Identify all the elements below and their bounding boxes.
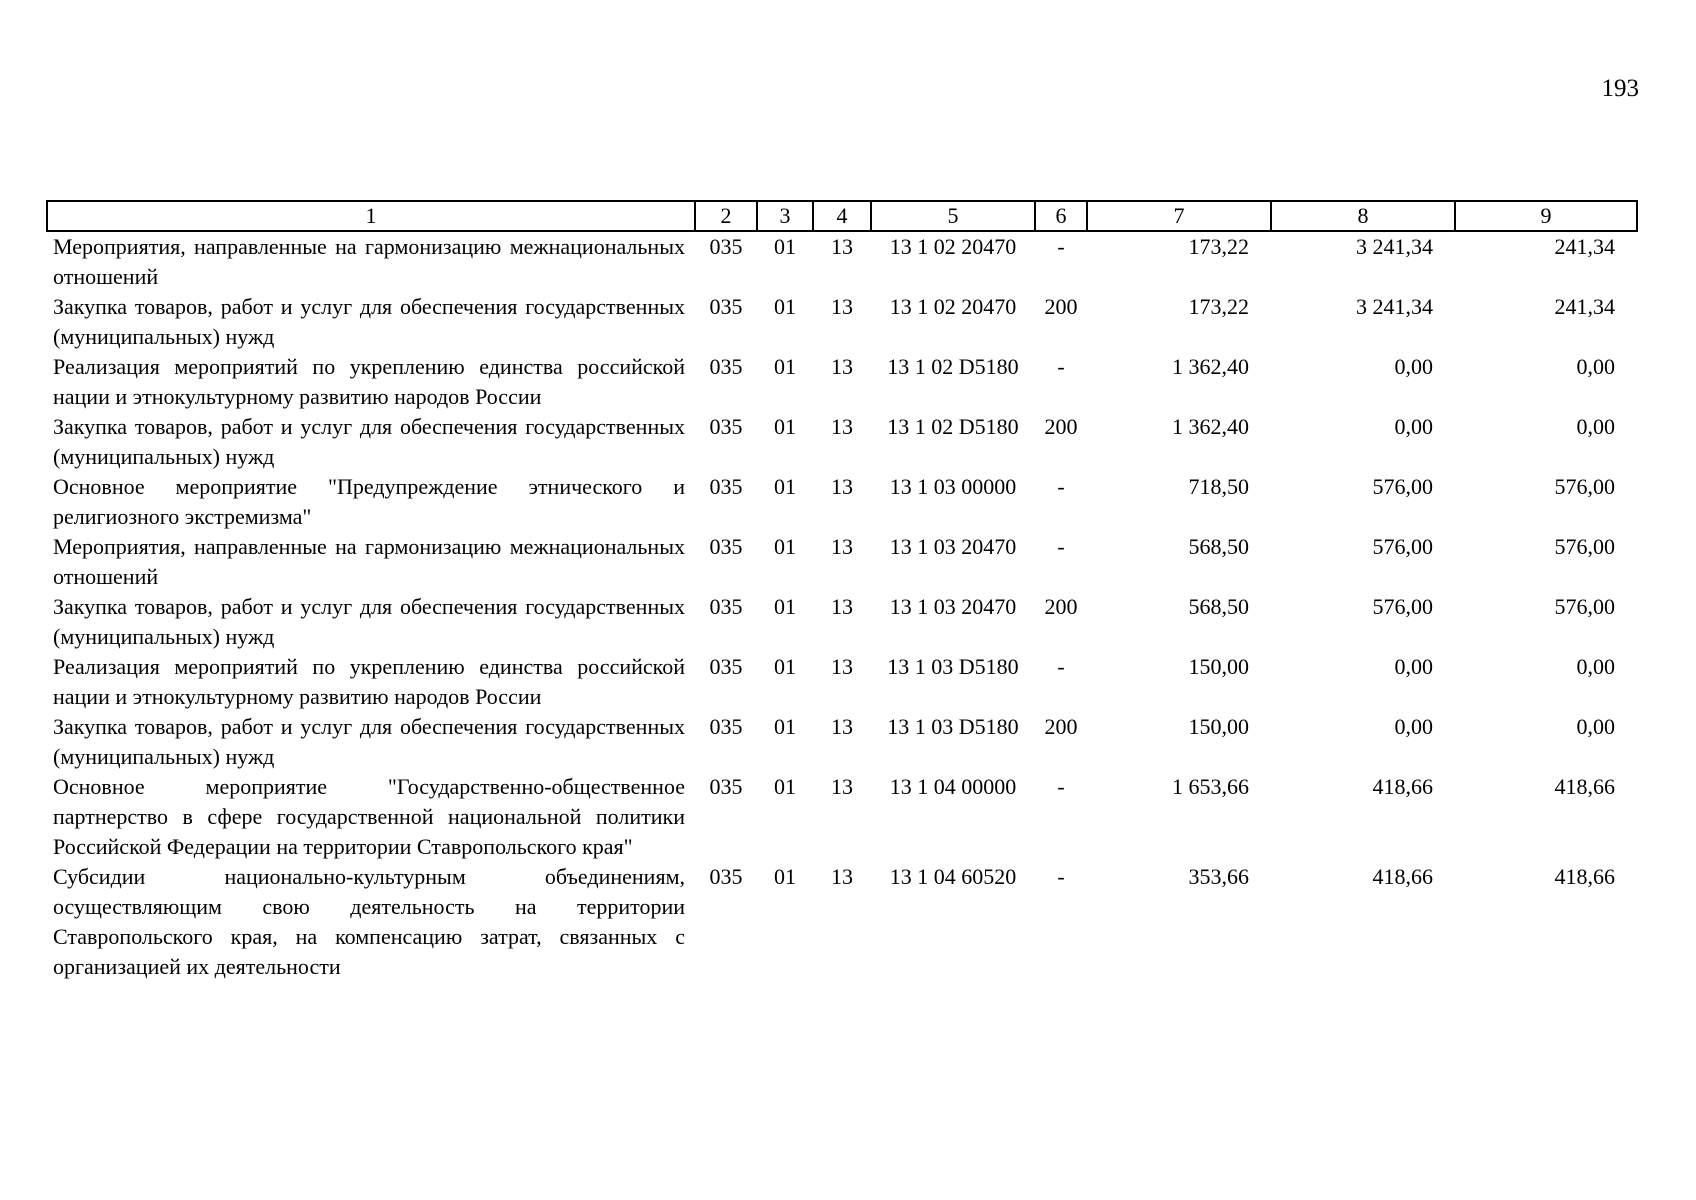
row-description: Мероприятия, направленные на гармонизацию межнациональных отношений: [53, 234, 685, 289]
row-col-3: 01: [774, 654, 796, 679]
table-row: [47, 412, 1637, 472]
row-col-7: 1 653,66: [1172, 774, 1249, 799]
row-col-4: 13: [831, 414, 853, 439]
row-col-9: 576,00: [1554, 474, 1615, 499]
row-col-2: 035: [709, 354, 743, 379]
row-col-6: -: [1057, 534, 1065, 559]
row-col-8: 418,66: [1372, 864, 1433, 889]
row-col-5: 13 1 02 D5180: [887, 414, 1019, 439]
row-col-7: 353,66: [1188, 864, 1249, 889]
row-col-2: 035: [709, 534, 743, 559]
row-col-7: 173,22: [1188, 294, 1249, 319]
header-col-7: 7: [1087, 201, 1271, 231]
table-row: [47, 231, 1637, 292]
row-description: Закупка товаров, работ и услуг для обеспечения государственных (муниципальных) нужд: [53, 714, 685, 769]
row-col-4: 13: [831, 354, 853, 379]
row-col-2: 035: [709, 234, 743, 259]
row-description: Субсидии национально-культурным объединениям, осуществляющим свою деятельность на территории Ставропольского края, на компенсацию затрат, связанных с организацией их деятельности: [53, 864, 685, 979]
row-col-2: 035: [709, 714, 743, 739]
row-col-2: 035: [709, 864, 743, 889]
row-col-3: 01: [774, 414, 796, 439]
row-col-4: 13: [831, 534, 853, 559]
row-description: Закупка товаров, работ и услуг для обеспечения государственных (муниципальных) нужд: [53, 294, 685, 349]
row-col-5: 13 1 04 00000: [889, 774, 1017, 799]
row-col-6: 200: [1044, 414, 1078, 439]
row-col-4: 13: [831, 474, 853, 499]
table-row: [47, 652, 1637, 712]
row-col-6: -: [1057, 474, 1065, 499]
row-col-5: 13 1 03 20470: [889, 594, 1017, 619]
row-col-9: 576,00: [1554, 534, 1615, 559]
row-col-6: -: [1057, 864, 1065, 889]
row-col-2: 035: [709, 414, 743, 439]
row-col-5: 13 1 03 D5180: [887, 654, 1019, 679]
row-col-6: -: [1057, 654, 1065, 679]
table-row: [47, 712, 1637, 772]
row-col-7: 1 362,40: [1172, 414, 1249, 439]
row-col-4: 13: [831, 294, 853, 319]
row-col-9: 241,34: [1554, 234, 1615, 259]
row-col-9: 241,34: [1554, 294, 1615, 319]
row-col-5: 13 1 02 20470: [889, 294, 1017, 319]
row-col-7: 718,50: [1188, 474, 1249, 499]
row-col-4: 13: [831, 714, 853, 739]
row-col-8: 418,66: [1372, 774, 1433, 799]
row-col-9: 0,00: [1576, 354, 1615, 379]
row-description: Закупка товаров, работ и услуг для обеспечения государственных (муниципальных) нужд: [53, 414, 685, 469]
row-col-7: 150,00: [1188, 714, 1249, 739]
row-col-3: 01: [774, 594, 796, 619]
table-row: [47, 292, 1637, 352]
page-number: 193: [1601, 75, 1639, 102]
row-col-4: 13: [831, 864, 853, 889]
header-row: [47, 201, 1637, 231]
row-col-4: 13: [831, 234, 853, 259]
header-col-1: 1: [47, 201, 695, 231]
header-col-3: 3: [757, 201, 813, 231]
row-description: Основное мероприятие "Предупреждение этнического и религиозного экстремизма": [53, 474, 685, 529]
row-col-8: 3 241,34: [1356, 294, 1433, 319]
table-row: [47, 352, 1637, 412]
row-col-9: 418,66: [1554, 864, 1615, 889]
table-row: [47, 592, 1637, 652]
row-col-6: -: [1057, 774, 1065, 799]
row-col-6: 200: [1044, 714, 1078, 739]
row-col-2: 035: [709, 774, 743, 799]
row-col-3: 01: [774, 354, 796, 379]
row-col-4: 13: [831, 774, 853, 799]
row-col-9: 0,00: [1576, 714, 1615, 739]
row-col-2: 035: [709, 294, 743, 319]
row-col-3: 01: [774, 534, 796, 559]
row-col-9: 418,66: [1554, 774, 1615, 799]
row-col-4: 13: [831, 594, 853, 619]
row-col-8: 3 241,34: [1356, 234, 1433, 259]
row-col-8: 576,00: [1372, 534, 1433, 559]
table-row: [47, 772, 1637, 862]
row-col-6: 200: [1044, 594, 1078, 619]
row-col-7: 568,50: [1188, 534, 1249, 559]
row-col-7: 568,50: [1188, 594, 1249, 619]
row-col-3: 01: [774, 714, 796, 739]
row-description: Реализация мероприятий по укреплению единства российской нации и этнокультурному развитию народов России: [53, 354, 685, 409]
header-col-4: 4: [813, 201, 871, 231]
row-col-8: 0,00: [1394, 354, 1433, 379]
header-col-5: 5: [871, 201, 1035, 231]
row-col-2: 035: [709, 654, 743, 679]
row-col-3: 01: [774, 234, 796, 259]
row-description: Основное мероприятие "Государственно-общественное партнерство в сфере государственной национальной политики Российской Федерации на территории Ставропольского края": [53, 774, 685, 859]
budget-table: [46, 200, 1638, 982]
row-col-9: 0,00: [1576, 654, 1615, 679]
row-col-7: 173,22: [1188, 234, 1249, 259]
table-row: [47, 472, 1637, 532]
row-col-3: 01: [774, 474, 796, 499]
row-col-6: 200: [1044, 294, 1078, 319]
row-col-6: -: [1057, 354, 1065, 379]
row-col-5: 13 1 03 20470: [889, 534, 1017, 559]
row-col-3: 01: [774, 864, 796, 889]
row-description: Реализация мероприятий по укреплению единства российской нации и этнокультурному развитию народов России: [53, 654, 685, 709]
row-col-4: 13: [831, 654, 853, 679]
row-col-9: 0,00: [1576, 414, 1615, 439]
row-col-3: 01: [774, 294, 796, 319]
header-col-8: 8: [1271, 201, 1455, 231]
row-col-2: 035: [709, 474, 743, 499]
row-col-8: 0,00: [1394, 714, 1433, 739]
header-col-2: 2: [695, 201, 757, 231]
row-description: Мероприятия, направленные на гармонизацию межнациональных отношений: [53, 534, 685, 589]
row-col-5: 13 1 03 00000: [889, 474, 1017, 499]
row-col-2: 035: [709, 594, 743, 619]
header-col-6: 6: [1035, 201, 1087, 231]
table-row: [47, 532, 1637, 592]
row-col-5: 13 1 03 D5180: [887, 714, 1019, 739]
row-col-8: 576,00: [1372, 594, 1433, 619]
row-col-5: 13 1 02 20470: [889, 234, 1017, 259]
row-col-6: -: [1057, 234, 1065, 259]
row-col-8: 0,00: [1394, 414, 1433, 439]
row-col-7: 1 362,40: [1172, 354, 1249, 379]
row-col-5: 13 1 02 D5180: [887, 354, 1019, 379]
table-row: [47, 862, 1637, 982]
row-col-9: 576,00: [1554, 594, 1615, 619]
row-col-5: 13 1 04 60520: [889, 864, 1017, 889]
header-col-9: 9: [1455, 201, 1637, 231]
row-col-7: 150,00: [1188, 654, 1249, 679]
row-col-8: 0,00: [1394, 654, 1433, 679]
row-description: Закупка товаров, работ и услуг для обеспечения государственных (муниципальных) нужд: [53, 594, 685, 649]
row-col-8: 576,00: [1372, 474, 1433, 499]
row-col-3: 01: [774, 774, 796, 799]
